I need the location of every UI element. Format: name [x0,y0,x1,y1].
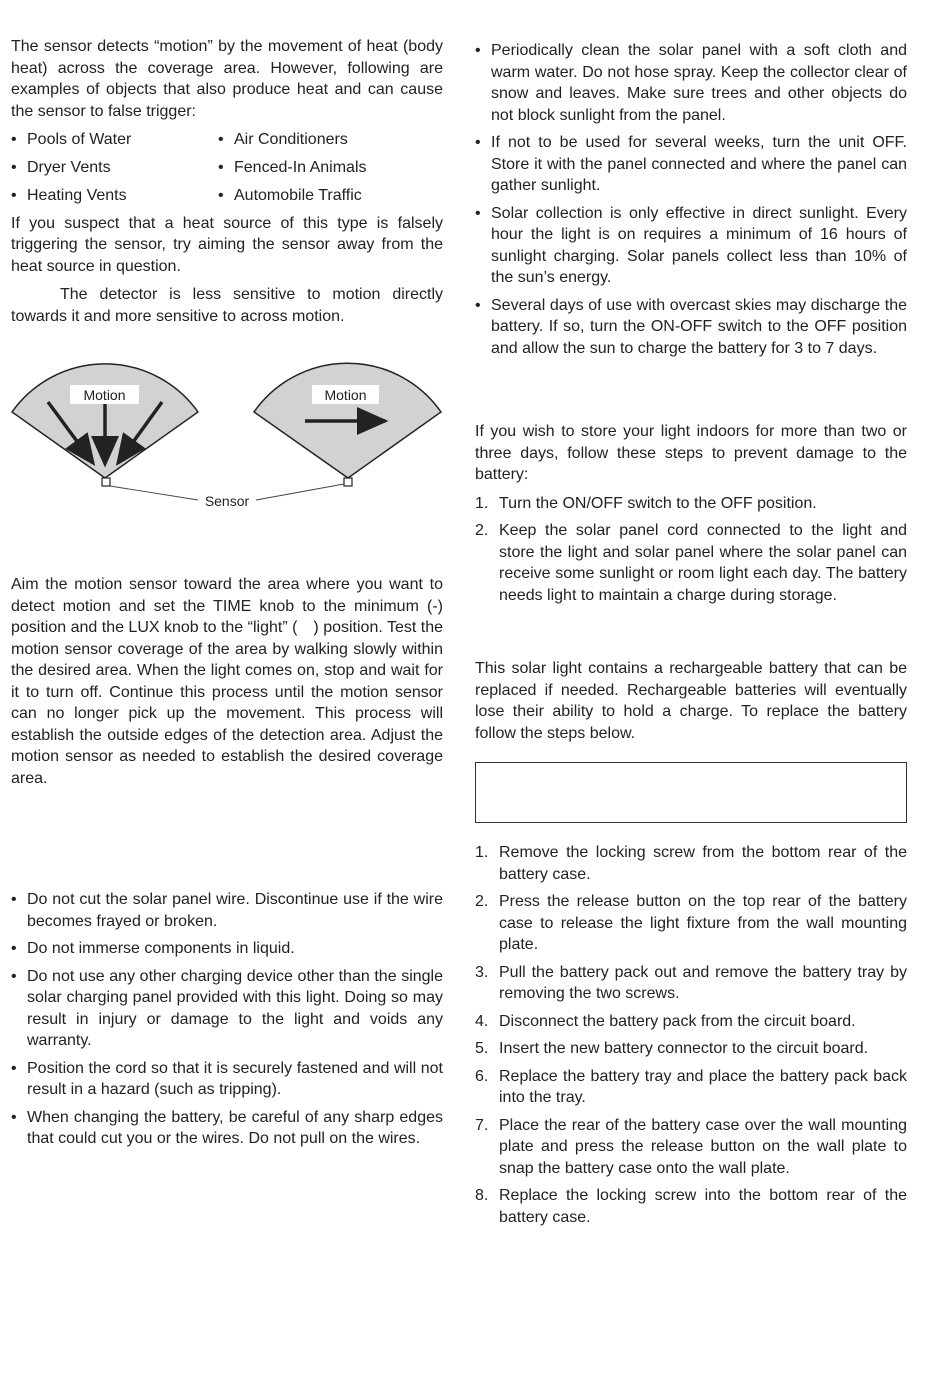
list-item: 4. Disconnect the battery pack from the circuit board. [475,1012,856,1030]
list-item: 2. Press the release button on the top rear of the battery case to release the light fixture from the wall mounting plate. [475,893,907,953]
battery-intro-paragraph: This solar light contains a rechargeable battery that can be replaced if needed. Rechargeable batteries will eventually lose their ability to hold a charge. To replace the battery follow the steps below. [475,660,907,742]
list-item: 5. Insert the new battery connector to the circuit board. [475,1040,869,1057]
list-item: • Dryer Vents [11,157,218,179]
storage-intro-paragraph: If you wish to store your light indoors for more than two or three days, follow these steps to prevent damage to the battery: [475,423,907,483]
list-item: 7. Place the rear of the battery case over the wall mounting plate and press the release button on the wall plate to snap the battery case onto the wall plate. [475,1116,907,1177]
list-item: • When changing the battery, be careful of any sharp edges that could cut you or the wires. Do not pull on the wires. [11,1107,443,1150]
false-trigger-list [11,129,443,207]
list-item: • Do not use any other charging device other than the single solar charging panel provided with this light. Doing so may result in injury or damage to the light and voids any warranty. [11,966,443,1052]
notice-box [475,762,907,823]
list-item: 6. Replace the battery tray and place the battery pack back into the tray. [475,1067,907,1106]
motion-coverage-diagram [0,357,460,517]
sensor-label: Sensor [204,493,250,509]
list-item: • Automobile Traffic [218,185,443,207]
list-item: 8. Replace the locking screw into the bottom rear of the battery case. [475,1187,907,1226]
motion-label-left: Motion [83,387,126,403]
maintenance-list [475,40,907,359]
sensor-icon [344,478,352,486]
list-item: • Heating Vents [11,185,218,207]
list-item: 3. Pull the battery pack out and remove the battery tray by removing the two screws. [475,963,907,1002]
suspect-paragraph: If you suspect that a heat source of this type is falsely triggering the sensor, try aiming the sensor away from the heat source in question. [11,214,443,275]
list-item: • Pools of Water [11,129,218,151]
list-item: • Fenced-In Animals [218,157,443,179]
sensor-icon [102,478,110,486]
caution-list [11,889,443,1150]
list-item: • Solar collection is only effective in direct sunlight. Every hour the light is on requires a minimum of 16 hours of sunlight charging. Solar panels collect less than 10% of the sun’s energy. [475,203,907,289]
leader-line [110,486,198,500]
left-column [11,36,443,1156]
list-item: • Do not cut the solar panel wire. Discontinue use if the wire becomes frayed or broken. [11,889,443,932]
right-column [475,40,907,1234]
motion-label-right: Motion [324,387,367,403]
list-item: 1. Turn the ON/OFF switch to the OFF position. [475,494,817,512]
list-item: 1. Remove the locking screw from the bottom rear of the battery case. [475,844,907,883]
list-item: • Position the cord so that it is securely fastened and will not result in a hazard (such as tripping). [11,1058,443,1101]
list-item: • If not to be used for several weeks, turn the unit OFF. Store it with the panel connected and where the panel can gather sunlight. [475,132,907,197]
battery-steps-list [475,842,907,1228]
sensor-intro-paragraph: The sensor detects “motion” by the movement of heat (body heat) across the coverage area. However, following are examples of objects that also produce heat and can cause the sensor to false trigger: [11,38,443,120]
list-item: • Periodically clean the solar panel with a soft cloth and warm water. Do not hose spray. Keep the collector clear of snow and leaves. Make sure trees and other objects do not block sunlight from the panel. [475,40,907,126]
list-item: • Several days of use with overcast skies may discharge the battery. If so, turn the ON-OFF switch to the OFF position and allow the sun to charge the battery for 3 to 7 days. [475,295,907,360]
list-item: • Air Conditioners [218,129,443,151]
aim-paragraph: Aim the motion sensor toward the area where you want to detect motion and set the TIME knob to the minimum (-) position and the LUX knob to the “light” ( ) position. Test the motion sensor coverage of the area by walking slowly within the desired area. When the light comes on, stop and wait for it to turn off. Continue this process until the motion sensor can no longer pick up the movement. This process will establish the outside edges of the detection area. Adjust the motion sensor as needed to establish the desired coverage area. [11,576,443,787]
sensitivity-paragraph: The detector is less sensitive to motion directly towards it and more sensitive to across motion. [11,286,443,325]
list-item: • Do not immerse components in liquid. [11,938,443,960]
list-item: 2. Keep the solar panel cord connected to the light and store the light and solar panel where the solar panel can receive some sunlight or room light each day. The battery needs light to maintain a charge during storage. [475,522,907,604]
leader-line [256,484,344,500]
storage-steps-list [475,493,907,607]
